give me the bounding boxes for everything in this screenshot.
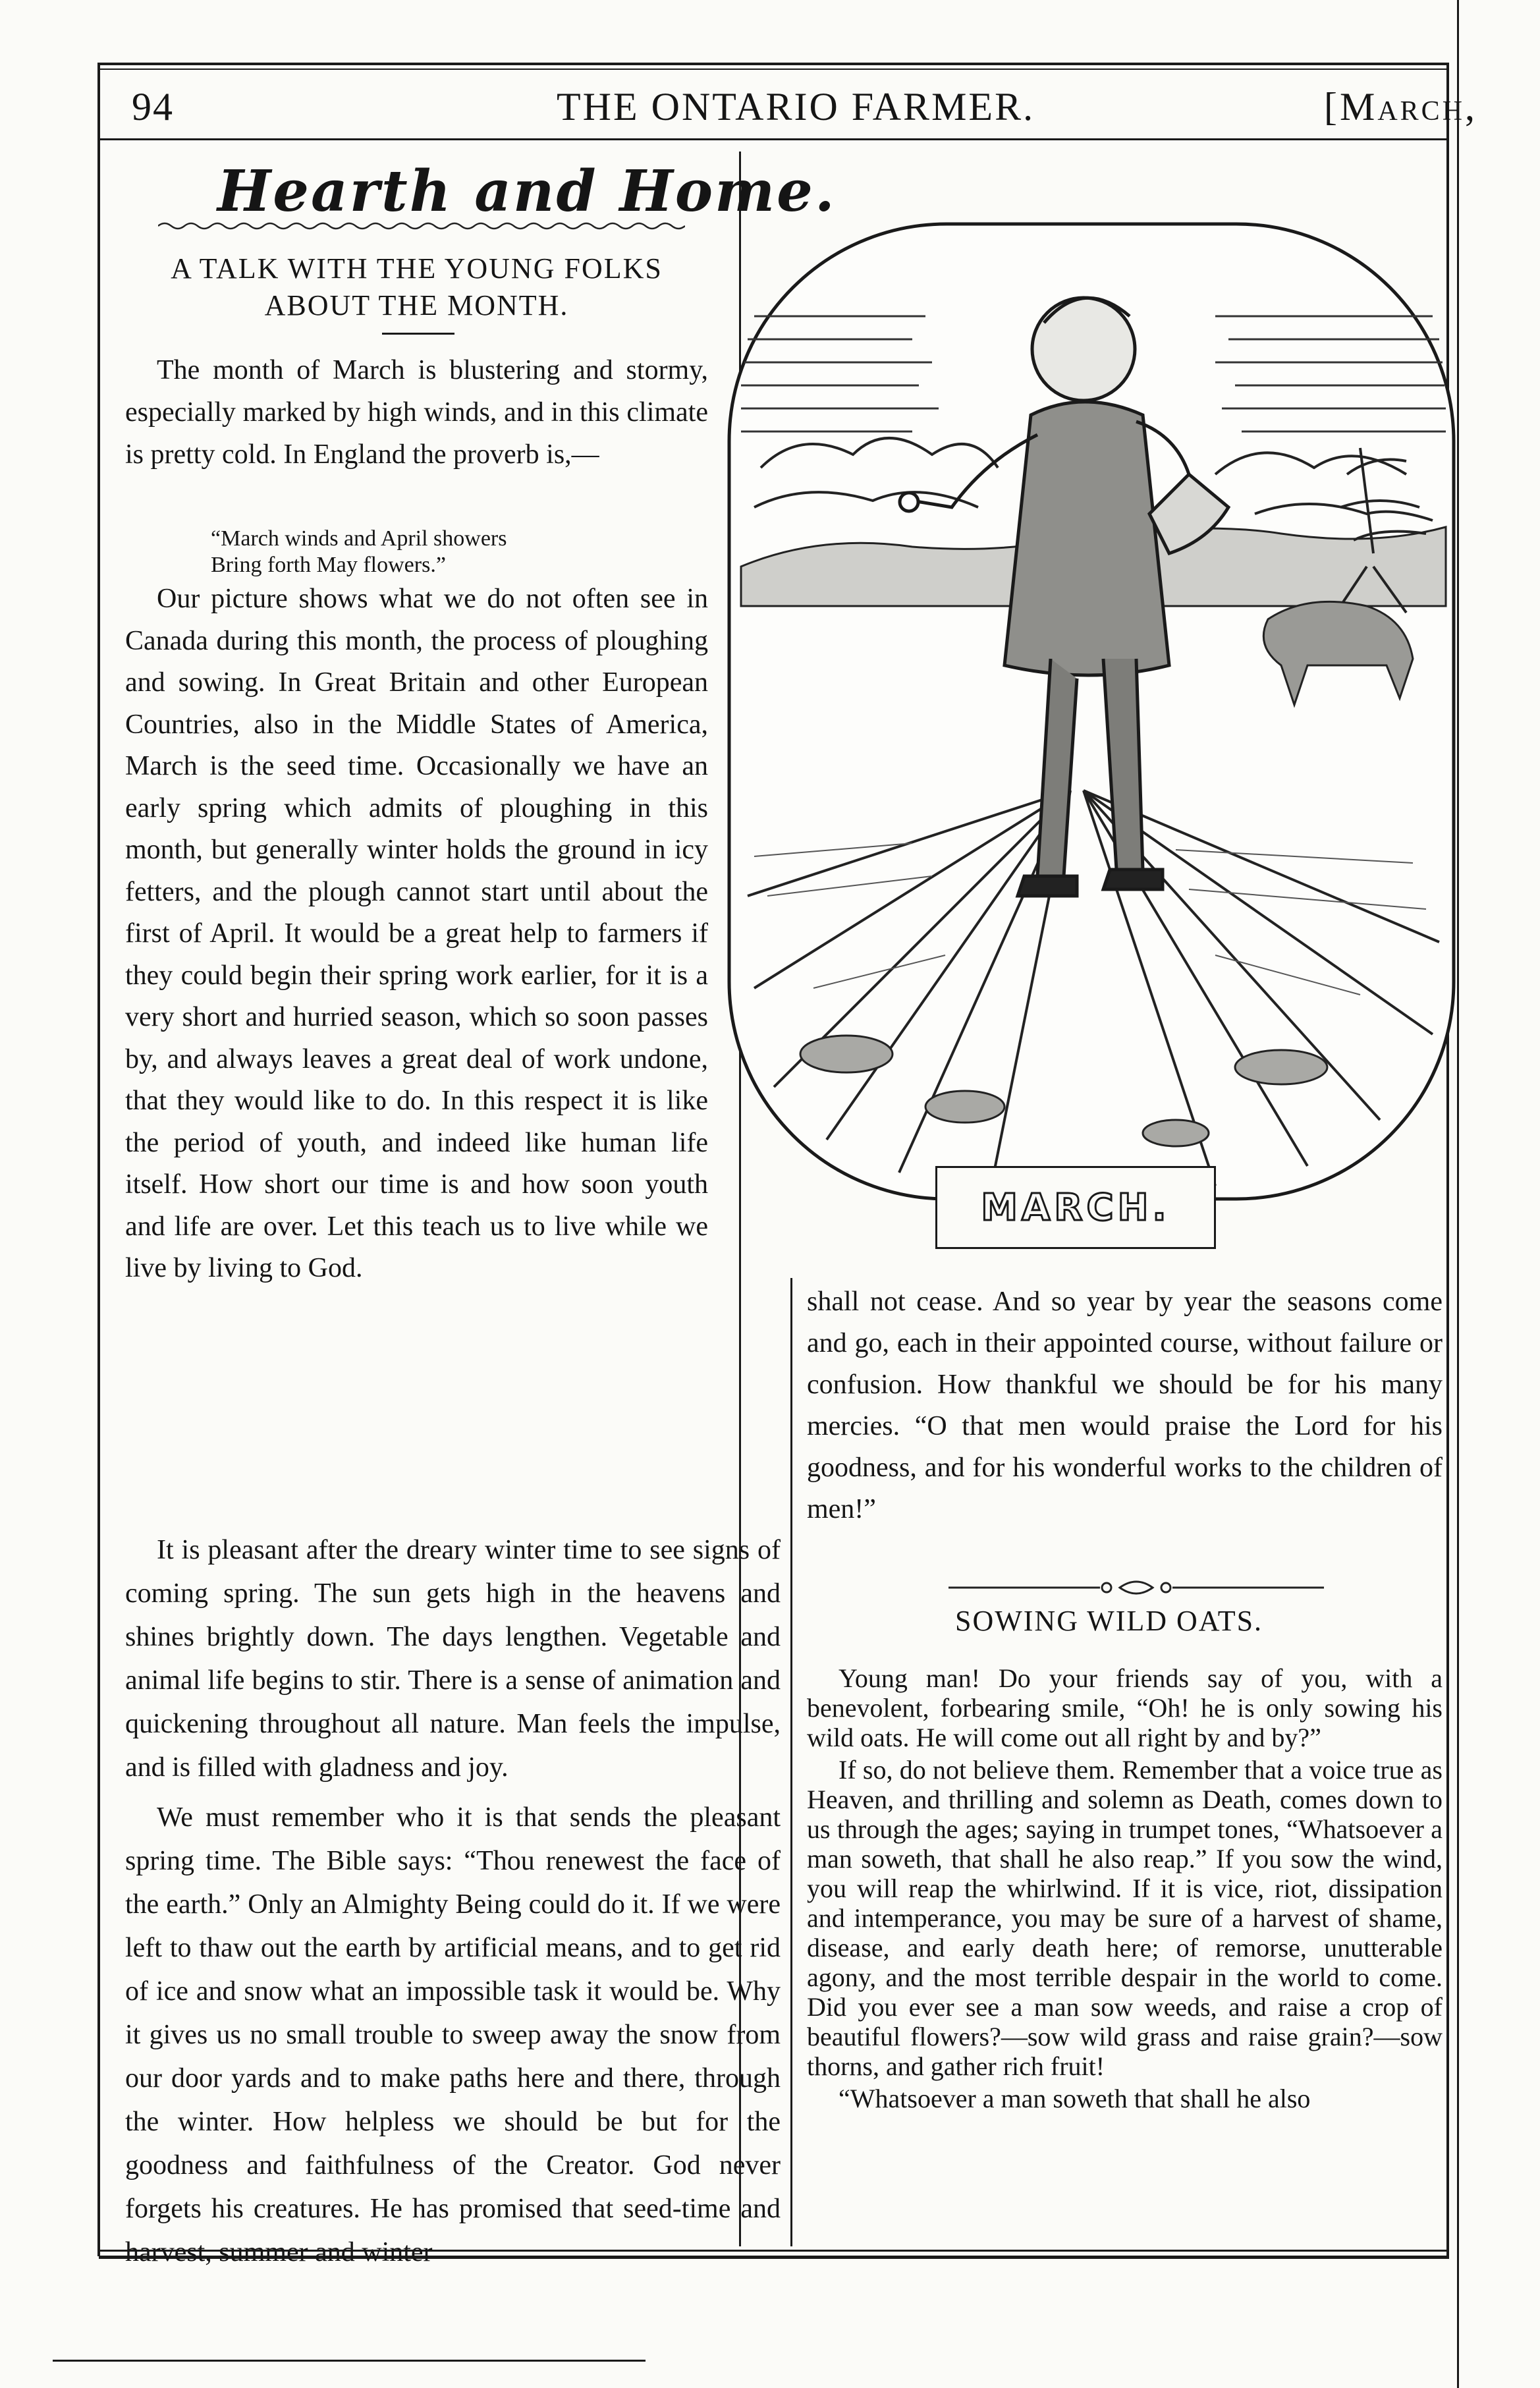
march-illustration xyxy=(715,198,1466,1238)
article1-paragraph-4: We must remember who it is that sends the pleasant spring time. The Bible says: “Thou renewest the face of the earth.” Only an Almighty Being could do it. If we were left to thaw out the earth by artificial means, and to get rid of ice and snow what an impossible task it would be. Why it gives us no small trouble to sweep away the snow from our door yards and to make paths here and there, through the winter. How helpless we should be but for the goodness and faithfulness of the Creator. God never forgets his creatures. He has promised that seed-time and harvest, summer and winter xyxy=(125,1802,781,2267)
article2-title: SOWING WILD OATS. xyxy=(955,1605,1263,1637)
article1-paragraph-3: It is pleasant after the dreary winter time to see signs of coming spring. The sun gets high in the heavens and shines brightly down. The days lengthen. Vegetable and animal life begins to stir. There is a sense of animation and quickening throughout all nature. Man feels the impulse, and is filled with gladness and joy. xyxy=(125,1535,781,1783)
article2-paragraph-2: If so, do not believe them. Remember that a voice true as Heaven, and thrilling and solemn as Death, comes down to us through the ages; saying in trumpet tones, “Whatsoever a man soweth, that shall he also reap.” If you sow the wind, you will reap the whirlwind. If it is vice, riot, dissipation and intemperance, you may be sure of a harvest of shame, disease, and early death here; of remorse, unutterable agony, and the most terrible despair in the world to come. Did you ever see a man sow weeds, and raise a crop of beautiful flowers?—sow wild grass and raise grain?—sow thorns, and gather rich fruit! xyxy=(807,1755,1443,2081)
article2-paragraph-1: Young man! Do your friends say of you, with a benevolent, forbearing smile, “Oh! he is only sowing his wild oats. He will come out all right by and by?” xyxy=(807,1663,1443,1752)
illustration-caption: MARCH. xyxy=(981,1186,1170,1229)
article1-title-rule xyxy=(382,333,454,335)
article1-paragraph-1: The month of March is blustering and stormy, especially marked by high winds, and in this climate is pretty cold. In England the proverb is,— xyxy=(125,355,708,470)
article1-continued-text: shall not cease. And so year by year the seasons come and go, each in their appointed course, without failure or confusion. How thankful we should be for his many mercies. “O that men would praise the Lord for his goodness, and for his wonderful works to the children of men!” xyxy=(807,1287,1443,1524)
section-title-wavy-rule xyxy=(158,221,685,231)
article1-quote xyxy=(211,526,507,578)
header-underline xyxy=(99,138,1449,140)
article1-intro xyxy=(125,349,708,476)
article1-body xyxy=(125,578,708,1290)
article1-continuation xyxy=(807,1281,1443,1530)
article1-title-line1: A TALK WITH THE YOUNG FOLKS xyxy=(171,252,663,285)
quote-line-2: Bring forth May flowers.” xyxy=(211,553,446,577)
page-number: 94 xyxy=(132,85,174,128)
running-title: THE ONTARIO FARMER. xyxy=(557,85,1035,128)
illustration-caption-box xyxy=(935,1166,1216,1249)
article2-body xyxy=(807,1663,1443,2113)
divider-ornament xyxy=(949,1578,1324,1597)
article1-body-lower xyxy=(125,1528,781,2274)
running-month: [March, xyxy=(1324,85,1478,128)
top-border-outer xyxy=(99,63,1449,65)
left-border xyxy=(97,63,100,2256)
top-border-inner xyxy=(99,69,1449,70)
page-edge-mark xyxy=(53,2360,646,2362)
column-divider-right xyxy=(790,1278,792,2246)
quote-line-1: “March winds and April showers xyxy=(211,526,507,551)
section-title: Hearth and Home. xyxy=(217,158,837,225)
article2-paragraph-3: “Whatsoever a man soweth that shall he also xyxy=(839,2084,1311,2113)
article1-paragraph-2: Our picture shows what we do not often see in Canada during this month, the process of ploughing and sowing. In Great Britain and other European Countries, also in the Middle States of America, March is the seed time. Occasionally we have an early spring which admits of ploughing in this month, but generally winter holds the ground in icy fetters, and the plough cannot start until about the first of April. It would be a great help to farmers if they could begin their spring work earlier, for it is a very short and hurried season, which so soon passes by, and always leaves a great deal of work undone, that they would like to do. In this respect it is like the period of youth, and indeed like human life itself. How short our time is and how soon youth and life are over. Let this teach us to live while we live by living to God. xyxy=(125,584,708,1283)
article1-title-line2: ABOUT THE MONTH. xyxy=(264,289,569,321)
